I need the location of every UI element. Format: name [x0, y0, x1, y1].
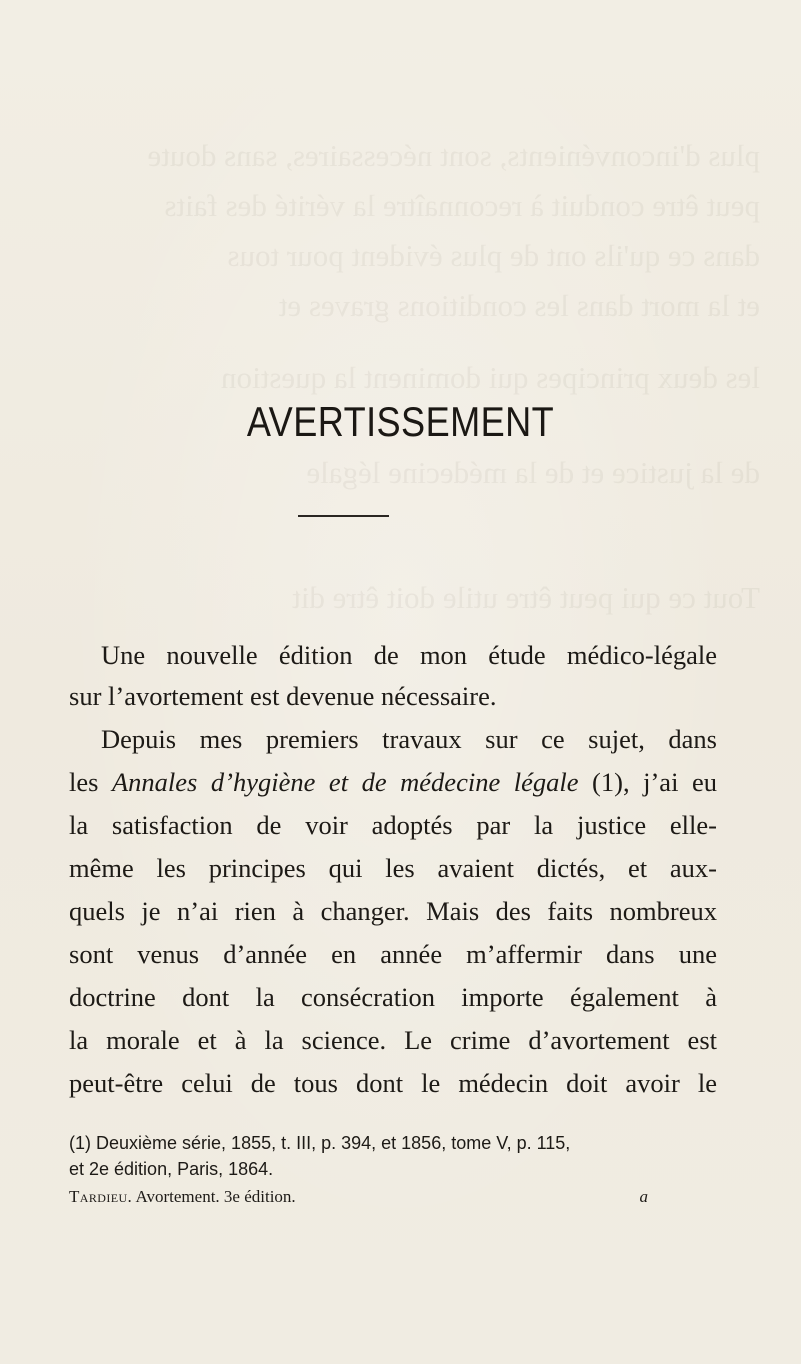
footnote-line: (1) Deuxième série, 1855, t. III, p. 394, et 1856, tome V, p. 115, — [69, 1133, 571, 1153]
page-title: AVERTISSEMENT — [246, 398, 555, 445]
text-line: Une nouvelle édition de mon étude médico-légale — [101, 640, 717, 670]
show-through-text: et la mort dans les conditions graves et — [278, 288, 760, 323]
show-through-text: dans ce qu'ils ont de plus évident pour tous — [227, 238, 760, 273]
signature-letter: a — [639, 1187, 648, 1206]
text-line: la morale et à la science. Le crime d’avortement est — [69, 1025, 717, 1055]
text-line: peut-être celui de tous dont le médecin doit avoir le — [69, 1068, 717, 1098]
journal-title: Annales d’hygiène et de médecine légale — [111, 767, 579, 797]
text-line: la satisfaction de voir adoptés par la justice elle- — [69, 810, 717, 840]
show-through-text: de la justice et de la médecine légale — [306, 455, 760, 490]
show-through-text: peut être conduit à reconnaître la vérité des faits — [164, 188, 760, 223]
signature-author: Tardieu. — [69, 1187, 133, 1206]
text-span: les — [69, 767, 112, 797]
printer-signature — [69, 1184, 717, 1210]
text-line: Depuis mes premiers travaux sur ce sujet, dans — [101, 724, 717, 754]
show-through-text: plus d'inconvénients, sont nécessaires, sans doute — [147, 138, 760, 173]
title-rule — [298, 515, 389, 517]
text-line: sur l’avortement est devenue nécessaire. — [69, 681, 497, 711]
text-line: même les principes qui les avaient dictés, et aux- — [69, 853, 717, 883]
text-line — [69, 763, 717, 801]
footnote-line: et 2e édition, Paris, 1864. — [69, 1159, 274, 1179]
signature-work: Avortement. 3e édition. — [135, 1187, 296, 1206]
show-through-text: les deux principes qui dominent la question — [221, 360, 760, 395]
text-span: (1), j’ai eu — [578, 767, 717, 797]
show-through-text: Tout ce qui peut être utile doit être dit — [292, 580, 760, 615]
text-line: sont venus d’année en année m’affermir dans une — [69, 939, 717, 969]
text-line: quels je n’ai rien à changer. Mais des faits nombreux — [69, 896, 717, 926]
text-line: doctrine dont la consécration importe également à — [69, 982, 717, 1012]
